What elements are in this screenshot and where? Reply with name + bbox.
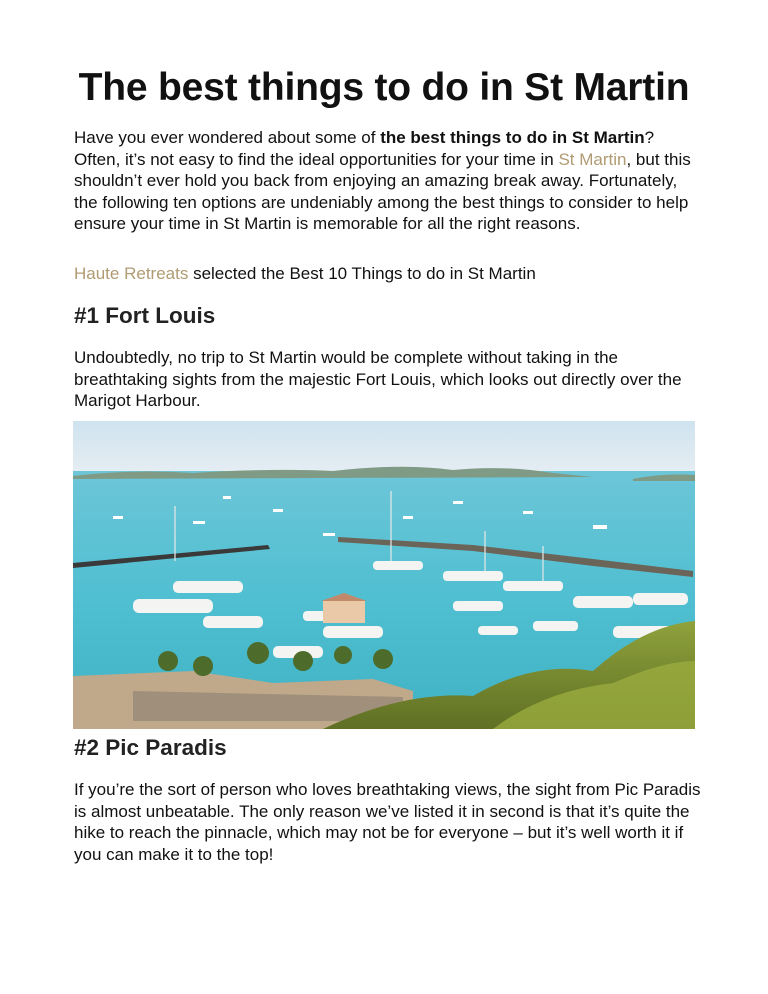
selected-text: selected the Best 10 Things to do in St Martin: [188, 264, 536, 283]
section-body-pic-paradis: If you’re the sort of person who loves breathtaking views, the sight from Pic Paradis is almost unbeatable. The only reason we’ve listed it in second is that it’s quite the hike to reach the pinnacle, which may not be for everyone – but it’s well worth it if you can make it to the top!: [74, 780, 701, 864]
section-heading-pic-paradis: #2 Pic Paradis: [74, 735, 227, 760]
section-heading-fort-louis: #1 Fort Louis: [74, 303, 216, 328]
section-body-fort-louis: Undoubtedly, no trip to St Martin would be complete without taking in the breathtaking sights from the majestic Fort Louis, which looks out directly over the Marigot Harbour.: [74, 348, 682, 410]
intro-paragraph: [74, 127, 704, 235]
intro-text-1: Have you ever wondered about some of: [74, 128, 381, 147]
marigot-harbour-photo: [73, 421, 695, 729]
intro-text-3: , but this shouldn’t ever hold you back from enjoying an amazing break away. Fortunately, the following ten options are undeniably among the best things to consider to help ensure your time in St Martin is memorable for all the right reasons.: [74, 149, 691, 233]
intro-bold-text: the best things to do in St Martin: [380, 128, 645, 147]
st-martin-link[interactable]: St Martin: [558, 149, 627, 169]
page-title: The best things to do in St Martin: [78, 66, 690, 109]
selected-line: [74, 263, 704, 285]
haute-retreats-link[interactable]: Haute Retreats: [74, 264, 189, 283]
intro-text-2: ? Often, it’s not easy to find the ideal opportunities for your time in: [74, 128, 655, 169]
